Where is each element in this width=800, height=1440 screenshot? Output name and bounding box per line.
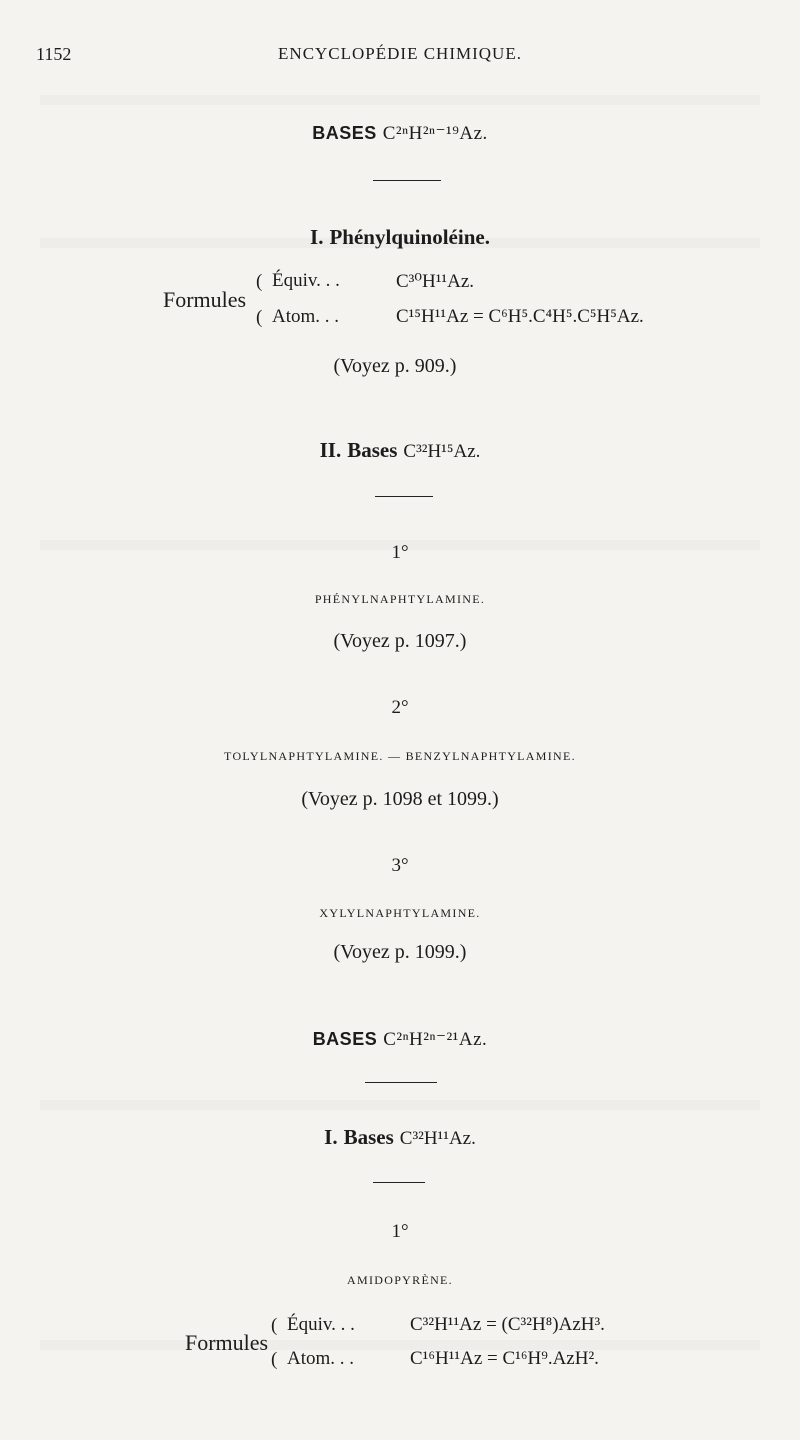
section-numeral: I. — [324, 1125, 338, 1149]
divider-rule — [365, 1082, 437, 1083]
section-title-text: Phénylquinoléine. — [329, 225, 490, 249]
group-heading-2 — [0, 1028, 800, 1051]
group-heading-label: BASES — [312, 1029, 378, 1049]
group-heading-label: BASES — [312, 123, 377, 143]
section-numeral: II. — [319, 438, 342, 462]
item-name: TOLYLNAPHTYLAMINE. — BENZYLNAPHTYLAMINE. — [224, 749, 576, 763]
formula-row-atom — [272, 306, 339, 328]
formula-row-equiv — [287, 1314, 355, 1336]
item-name: XYLYLNAPHTYLAMINE. — [319, 906, 481, 920]
divider-rule — [373, 180, 441, 181]
item-ordinal: 1° — [391, 542, 409, 563]
section-title-bases-c32h11 — [0, 1125, 800, 1150]
section-title-text: Bases — [347, 438, 398, 462]
formula-row-atom — [287, 1348, 354, 1370]
formulas-label: Formules — [163, 287, 247, 312]
section-title-bases-c32 — [0, 438, 800, 463]
running-title: ENCYCLOPÉDIE CHIMIQUE. — [278, 44, 522, 63]
group-heading-formula: C²ⁿH²ⁿ⁻¹⁹Az. — [382, 123, 488, 144]
formula-kind: Équiv. . . — [272, 270, 340, 291]
formula-value: C¹⁵H¹¹Az = C⁶H⁵.C⁴H⁵.C⁵H⁵Az. — [396, 306, 644, 327]
section-numeral: I. — [310, 225, 324, 249]
divider-rule — [373, 1182, 425, 1183]
see-reference: (Voyez p. 909.) — [333, 355, 457, 377]
formula-value: C³⁰H¹¹Az. — [396, 271, 475, 292]
see-reference: (Voyez p. 1099.) — [333, 941, 467, 963]
brace-top: ( — [271, 1315, 278, 1336]
formula-value: C¹⁶H¹¹Az = C¹⁶H⁹.AzH². — [410, 1348, 599, 1369]
formula-kind: Équiv. . . — [287, 1314, 355, 1335]
item-name: PHÉNYLNAPHTYLAMINE. — [314, 592, 486, 606]
formula-row-equiv — [272, 270, 340, 292]
item-ordinal: 1° — [391, 1221, 409, 1242]
formula-kind: Atom. . . — [287, 1348, 355, 1369]
show-through-band — [40, 1100, 760, 1110]
formula-kind: Atom. . . — [272, 306, 340, 327]
see-reference: (Voyez p. 1097.) — [333, 630, 467, 652]
page-number: 1152 — [36, 44, 72, 64]
item-name: AMIDOPYRÈNE. — [347, 1273, 453, 1287]
group-heading-formula: C²ⁿH²ⁿ⁻²¹Az. — [383, 1029, 488, 1050]
formulas-label: Formules — [185, 1330, 269, 1355]
section-formula: C³²H¹⁵Az. — [403, 441, 481, 462]
show-through-band — [40, 95, 760, 105]
section-title-phenylquinoleine — [0, 225, 800, 250]
brace-bottom: ( — [271, 1349, 278, 1370]
formula-value: C³²H¹¹Az = (C³²H⁸)AzH³. — [410, 1314, 605, 1335]
section-formula: C³²H¹¹Az. — [399, 1128, 476, 1149]
item-ordinal: 2° — [391, 697, 409, 718]
group-heading-1 — [0, 122, 800, 145]
see-reference: (Voyez p. 1098 et 1099.) — [301, 788, 499, 810]
brace-bottom: ( — [256, 307, 263, 328]
section-title-text: Bases — [343, 1125, 394, 1149]
item-ordinal: 3° — [391, 855, 409, 876]
show-through-band — [40, 1340, 760, 1350]
divider-rule — [375, 496, 433, 497]
brace-top: ( — [256, 271, 263, 292]
